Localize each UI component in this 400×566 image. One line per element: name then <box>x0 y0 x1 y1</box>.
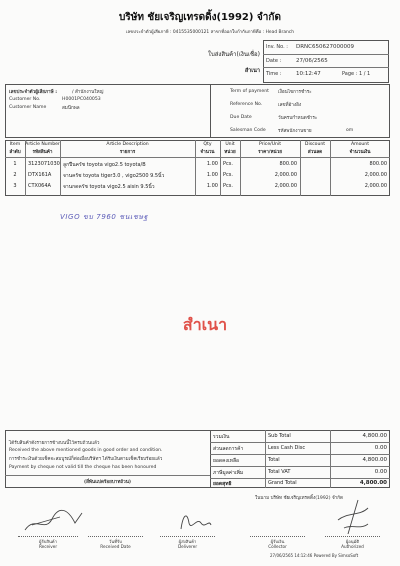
receipt-en: Received the above mentioned goods in good order and condition. <box>9 448 163 453</box>
row-unit: Pcs. <box>223 161 233 167</box>
amount-in-words: (สี่พันแปดร้อยบาทถ้วน) <box>84 480 131 485</box>
document-copy-label: สำเนา <box>244 68 260 74</box>
row-article: DTX161A <box>28 172 52 178</box>
page-label: Page : 1 / 1 <box>342 71 371 77</box>
divider <box>210 442 390 443</box>
divider <box>88 536 143 537</box>
salesman-value: รหัสพนักงานขาย <box>278 129 312 134</box>
divider <box>160 536 215 537</box>
th-qty-th: จำนวน <box>200 150 215 155</box>
grand-total-value: 4,800.00 <box>359 480 387 486</box>
vat-value: 0.00 <box>374 469 387 475</box>
customer-no-value: H0001PC040053 <box>62 97 101 102</box>
cheque-th: การชำระเงินด้วยเช็คจะสมบูรณ์ก็ต่อเมื่อบริษัทฯ ได้รับเงินตามเช็คเรียบร้อยแล้ว <box>9 457 163 462</box>
subtotal-value: 4,800.00 <box>362 433 387 439</box>
copy-stamp: สำเนา <box>182 315 228 334</box>
customer-no-label: Customer No. <box>9 97 41 102</box>
cheque-en: Payment by cheque not valid till the cheque has been honoured <box>9 465 157 470</box>
row-description: จานครัช toyota tiger3.0 , vigo2500 9.5นิ้ว <box>63 173 165 179</box>
th-item: Item <box>9 142 21 147</box>
th-qty: Qty <box>203 142 212 147</box>
date-value: 27/06/2565 <box>296 58 328 64</box>
inv-no-label: Inv. No. : <box>266 44 288 50</box>
received-date-label: Received Date <box>100 544 131 549</box>
divider <box>5 157 390 158</box>
divider <box>250 536 305 537</box>
divider <box>5 475 210 476</box>
terms-value: เงื่อนไขการชำระ <box>278 90 312 95</box>
row-item: 2 <box>13 172 17 178</box>
th-discount-th: ส่วนลด <box>307 150 323 155</box>
authorized-label: Authorized <box>341 544 364 549</box>
reference-value: เลขที่อ้างอิง <box>278 103 302 108</box>
vat-label: Total VAT <box>268 469 291 475</box>
th-description-th: รายการ <box>119 150 136 155</box>
deliverer-signature <box>175 505 215 535</box>
row-amount: 2,000.00 <box>364 172 387 178</box>
row-qty: 1.00 <box>206 183 218 189</box>
salesman-code: om <box>346 128 354 133</box>
handwritten-note: VIGO ขบ 7960 ชนเชษฐ <box>60 213 149 221</box>
row-item: 3 <box>13 183 17 189</box>
divider <box>210 84 211 138</box>
total-value: 4,800.00 <box>362 457 387 463</box>
received-date-label-th: วันที่รับ <box>109 539 122 544</box>
row-price: 800.00 <box>279 161 297 167</box>
deliverer-label: Deliverer <box>177 544 198 549</box>
collector-label: Collector <box>268 544 287 549</box>
row-description: จานกดครัช toyota vigo2.5 aisin 9.5นิ้ว <box>63 184 155 190</box>
time-value: 10:12:47 <box>296 71 321 77</box>
receiver-label-th: ผู้รับสินค้า <box>39 539 57 544</box>
salesman-label: Salesman Code <box>230 128 266 133</box>
divider <box>210 466 390 467</box>
th-unit: Unit <box>225 142 235 147</box>
row-price: 2,000.00 <box>274 172 297 178</box>
divider <box>263 54 389 55</box>
receiver-signature <box>20 505 90 535</box>
row-qty: 1.00 <box>206 172 218 178</box>
authorized-label-th: ผู้อนุมัติ <box>345 539 360 544</box>
th-price: Price/Unit <box>258 142 282 147</box>
discount-value: 0.00 <box>374 445 387 451</box>
total-label: Total <box>268 457 280 463</box>
inv-no-value: DRNC650627000009 <box>296 44 355 50</box>
document-title: ใบส่งสินค้า(เงินเชื่อ) <box>208 51 260 58</box>
terms-label: Term of payment <box>230 89 269 94</box>
th-article: Article Number <box>25 142 60 147</box>
row-description: ลูกปืนครัช toyota vigo2.5 toyota/B <box>63 162 146 168</box>
row-unit: Pcs. <box>223 183 233 189</box>
vat-label-th: ภาษีมูลค่าเพิ่ม <box>213 470 244 476</box>
divider <box>265 430 266 488</box>
receipt-th: ได้รับสินค้าดังรายการข้างบนนี้ไว้ครบถ้วนแล้ว <box>9 441 100 446</box>
divider <box>263 67 389 68</box>
customer-name-value: สมนึกพล <box>62 106 80 111</box>
due-date-value: วันครบกำหนดชำระ <box>278 116 318 121</box>
row-article: CTX064A <box>28 183 51 189</box>
divider <box>210 430 211 488</box>
row-amount: 800.00 <box>369 161 387 167</box>
company-name: บริษัท ชัยเจริญเทรดดิ้ง(1992) จำกัด <box>119 12 281 23</box>
row-price: 2,000.00 <box>274 183 297 189</box>
discount-label-th: ส่วนลดการค้า <box>213 446 244 452</box>
row-article: 3123071030 <box>28 161 60 167</box>
tax-id-value: / สำนักงานใหญ่ <box>72 90 104 95</box>
th-description: Article Description <box>106 142 149 147</box>
row-item: 1 <box>13 161 17 167</box>
row-amount: 2,000.00 <box>364 183 387 189</box>
grand-total-label-th: ยอดสุทธิ <box>213 481 232 487</box>
time-label: Time : <box>266 71 282 77</box>
th-unit-th: หน่วย <box>224 150 236 155</box>
divider <box>210 478 390 479</box>
discount-label: Less Cash Disc <box>268 445 306 451</box>
row-qty: 1.00 <box>206 161 218 167</box>
company-tax-line: เลขประจำตัวผู้เสียภาษี : 0415535000121 สาขาที่ออกใบกำกับภาษีคือ : Head Branch <box>125 30 294 35</box>
printed-by: 27/06/2565 14:12:46 Powered By SimsoSoft <box>270 553 359 558</box>
th-amount: Amount <box>350 142 370 147</box>
receiver-label: Receiver <box>38 544 58 549</box>
divider <box>325 536 380 537</box>
due-date-label: Due Date <box>230 115 252 120</box>
tax-id-label: เลขประจำตัวผู้เสียภาษี : <box>9 90 58 95</box>
deliverer-label-th: ผู้ส่งสินค้า <box>178 539 197 544</box>
reference-label: Reference No. <box>230 102 263 107</box>
grand-total-label: Grand Total <box>268 480 297 486</box>
for-company: ในนาม บริษัท ชัยเจริญเทรดดิ้ง(1992) จำกัด <box>255 496 343 501</box>
th-discount: Discount <box>304 142 326 147</box>
subtotal-label-th: รวมเงิน <box>213 434 230 440</box>
subtotal-label: Sub Total <box>268 433 291 439</box>
th-amount-th: จำนวนเงิน <box>349 150 371 155</box>
customer-name-label: Customer Name <box>9 105 47 110</box>
th-item-th: ลำดับ <box>9 150 21 155</box>
row-unit: Pcs. <box>223 172 233 178</box>
total-label-th: ยอดคงเหลือ <box>213 458 240 464</box>
collector-label-th: ผู้รับเงิน <box>270 539 285 544</box>
th-article-th: รหัสสินค้า <box>32 150 53 155</box>
date-label: Date : <box>266 58 282 64</box>
divider <box>210 454 390 455</box>
divider <box>18 536 78 537</box>
th-price-th: ราคา/หน่วย <box>258 150 282 155</box>
authorized-signature <box>330 496 375 538</box>
